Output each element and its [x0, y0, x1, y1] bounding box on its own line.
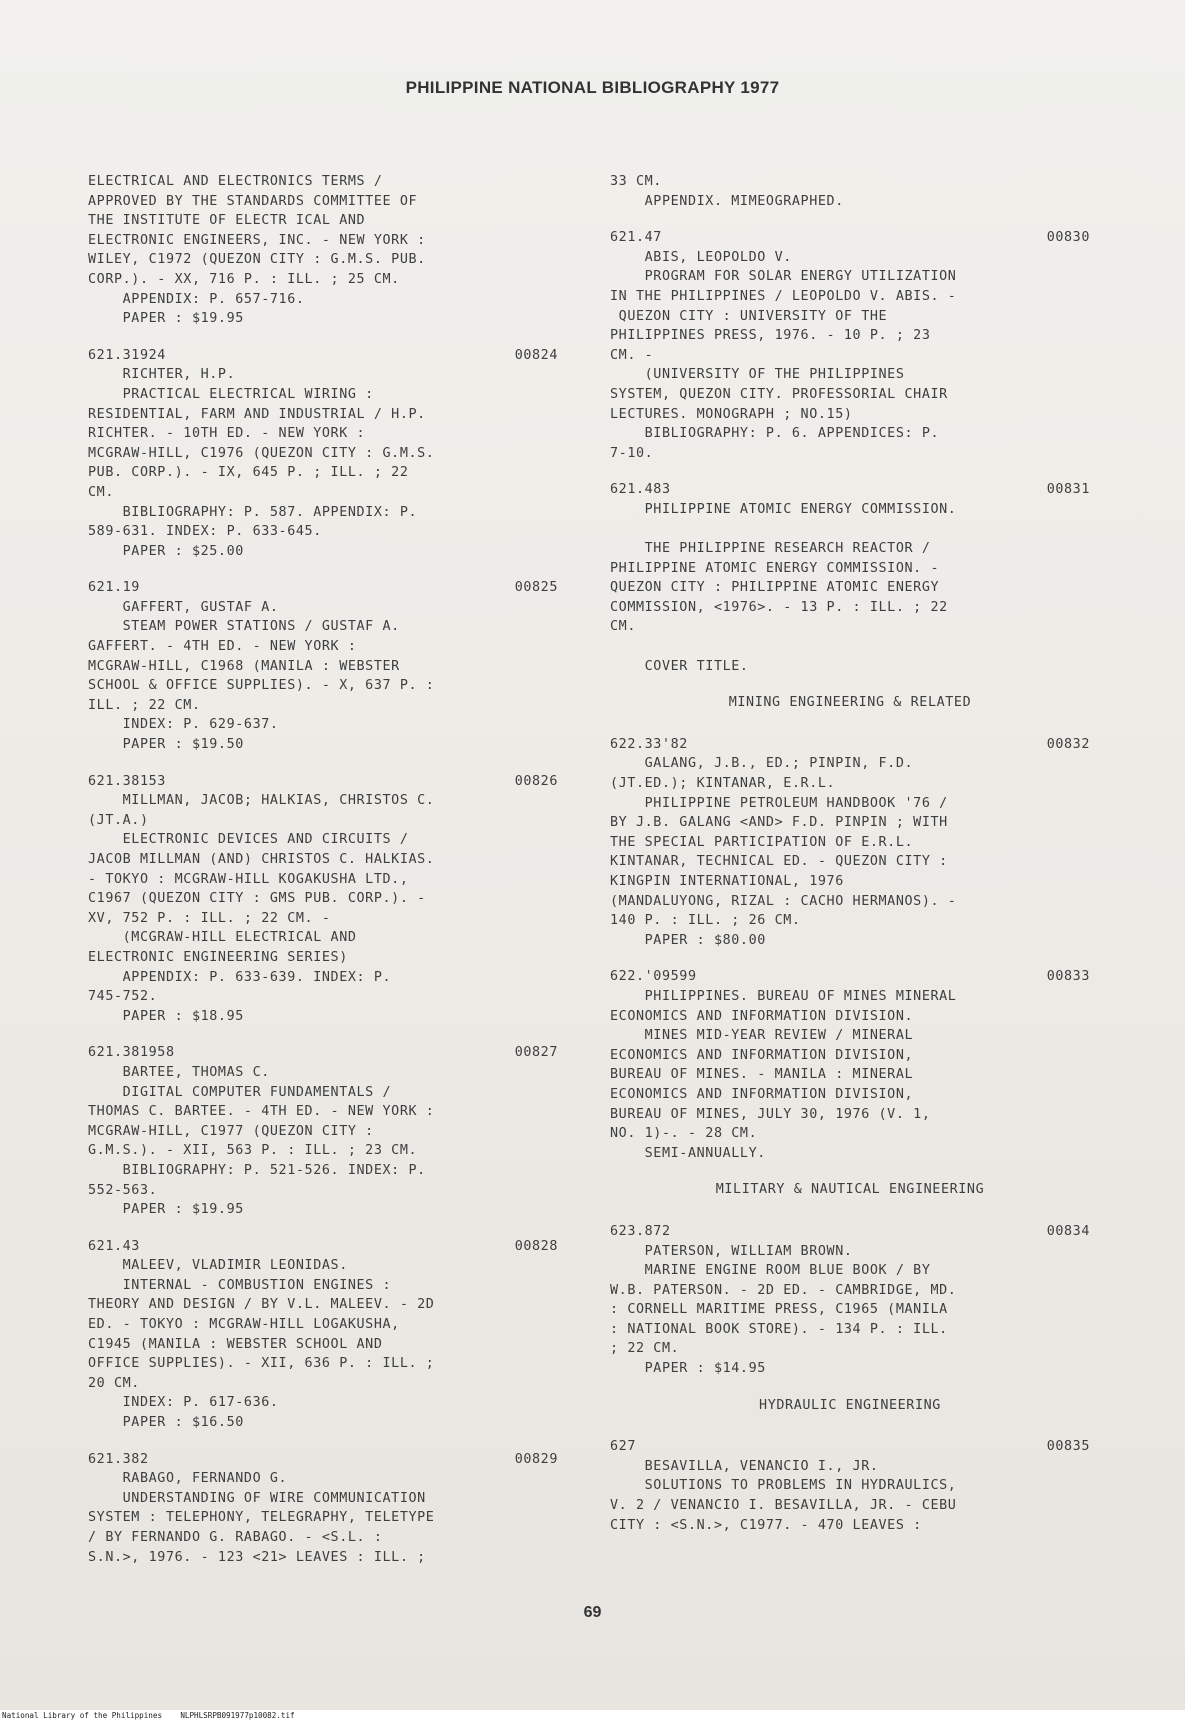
entry-line: 7-10.: [610, 445, 654, 461]
entry-number: 00825: [514, 580, 558, 596]
entry-line: ECONOMICS AND INFORMATION DIVISION.: [610, 1008, 914, 1024]
entry-line: SEMI-ANNUALLY.: [610, 1145, 766, 1161]
entry-line: (UNIVERSITY OF THE PHILIPPINES: [610, 367, 905, 383]
entry-line: RABAGO, FERNANDO G.: [88, 1471, 288, 1487]
entry-line: [88, 772, 558, 792]
bibliography-entry: [88, 772, 558, 1027]
call-number: 621.381958: [88, 1045, 175, 1061]
entry-line: ECONOMICS AND INFORMATION DIVISION,: [610, 1047, 914, 1063]
entry-line: G.M.S.). - XII, 563 P. : ILL. ; 23 CM.: [88, 1143, 418, 1159]
entry-line: [88, 1043, 558, 1063]
entry-line: GALANG, J.B., ED.; PINPIN, F.D.: [610, 756, 914, 772]
entry-line: PATERSON, WILLIAM BROWN.: [610, 1243, 853, 1259]
entry-line: ELECTRONIC ENGINEERS, INC. - NEW YORK :: [88, 232, 426, 248]
entry-line: COMMISSION, <1976>. - 13 P. : ILL. ; 22: [610, 599, 948, 615]
entry-line: PAPER : $25.00: [88, 543, 244, 559]
entry-line: PAPER : $19.50: [88, 737, 244, 753]
entry-line: APPENDIX. MIMEOGRAPHED.: [610, 193, 844, 209]
entry-line: PRACTICAL ELECTRICAL WIRING :: [88, 386, 374, 402]
entry-line: : CORNELL MARITIME PRESS, C1965 (MANILA: [610, 1302, 948, 1318]
entry-line: APPROVED BY THE STANDARDS COMMITTEE OF: [88, 193, 418, 209]
bibliography-entry: [610, 228, 1090, 463]
entry-line: 20 CM.: [88, 1375, 140, 1391]
entry-number: 00833: [1046, 969, 1090, 985]
entry-line: THE SPECIAL PARTICIPATION OF E.R.L.: [610, 834, 914, 850]
entry-line: ELECTRONIC DEVICES AND CIRCUITS /: [88, 832, 409, 848]
entry-line: XV, 752 P. : ILL. ; 22 CM. -: [88, 910, 331, 926]
bibliography-entry: [610, 1437, 1090, 1535]
entry-line: PAPER : $18.95: [88, 1008, 244, 1024]
entry-line: APPENDIX: P. 657-716.: [88, 291, 305, 307]
entry-line: MARINE ENGINE ROOM BLUE BOOK / BY: [610, 1263, 931, 1279]
entry-number: 00824: [514, 347, 558, 363]
entry-line: [610, 967, 1090, 987]
entry-line: [610, 735, 1090, 755]
entry-line: CITY : <S.N.>, C1977. - 470 LEAVES :: [610, 1517, 922, 1533]
entry-line: 33 CM.: [610, 174, 662, 189]
bibliography-entry: [88, 1450, 558, 1568]
call-number: 623.872: [610, 1223, 671, 1239]
entry-line: THEORY AND DESIGN / BY V.L. MALEEV. - 2D: [88, 1297, 435, 1313]
entry-line: IN THE PHILIPPINES / LEOPOLDO V. ABIS. -: [610, 288, 957, 304]
entry-line: APPENDIX: P. 633-639. INDEX: P.: [88, 969, 392, 985]
entry-line: CM.: [88, 484, 114, 500]
entry-line: - TOKYO : MCGRAW-HILL KOGAKUSHA LTD.,: [88, 871, 409, 887]
entry-line: MCGRAW-HILL, C1976 (QUEZON CITY : G.M.S.: [88, 445, 435, 461]
entry-line: [610, 1222, 1090, 1242]
scan-footer: [0, 1710, 1185, 1722]
entry-line: C1945 (MANILA : WEBSTER SCHOOL AND: [88, 1336, 383, 1352]
entry-line: PAPER : $14.95: [610, 1361, 766, 1377]
entry-line: 552-563.: [88, 1182, 158, 1198]
call-number: 621.47: [610, 230, 662, 246]
entry-line: [88, 578, 558, 598]
entry-line: 589-631. INDEX: P. 633-645.: [88, 524, 322, 540]
entry-line: (JT.A.): [88, 812, 149, 828]
entry-number: 00830: [1046, 230, 1090, 246]
call-number: 622.'09599: [610, 969, 697, 985]
bibliography-entry: [88, 346, 558, 562]
entry-line: SYSTEM : TELEPHONY, TELEGRAPHY, TELETYPE: [88, 1510, 435, 1526]
bibliography-entry: [88, 578, 558, 754]
entry-line: BUREAU OF MINES. - MANILA : MINERAL: [610, 1067, 914, 1083]
entry-line: RICHTER. - 10TH ED. - NEW YORK :: [88, 426, 366, 442]
entry-line: PAPER : $19.95: [88, 311, 244, 327]
entry-line: PAPER : $16.50: [88, 1415, 244, 1431]
entry-line: [610, 1437, 1090, 1457]
entry-line: INDEX: P. 629-637.: [88, 717, 279, 733]
entry-line: PHILIPPINE ATOMIC ENERGY COMMISSION. -: [610, 560, 940, 576]
entry-line: PAPER : $19.95: [88, 1202, 244, 1218]
entry-line: PUB. CORP.). - IX, 645 P. ; ILL. ; 22: [88, 465, 409, 481]
entry-line: ED. - TOKYO : MCGRAW-HILL LOGAKUSHA,: [88, 1317, 400, 1333]
entry-line: PHILIPPINES. BUREAU OF MINES MINERAL: [610, 988, 957, 1004]
entry-line: [88, 346, 558, 366]
entry-line: SOLUTIONS TO PROBLEMS IN HYDRAULICS,: [610, 1478, 957, 1494]
call-number: 621.19: [88, 580, 140, 596]
entry-line: 140 P. : ILL. ; 26 CM.: [610, 913, 801, 929]
entry-line: RESIDENTIAL, FARM AND INDUSTRIAL / H.P.: [88, 406, 426, 422]
section-heading: MINING ENGINEERING & RELATED: [728, 695, 972, 711]
call-number: 621.31924: [88, 347, 166, 363]
entry-line: ECONOMICS AND INFORMATION DIVISION,: [610, 1086, 914, 1102]
entry-line: PHILIPPINE ATOMIC ENERGY COMMISSION.: [610, 501, 957, 517]
entry-line: V. 2 / VENANCIO I. BESAVILLA, JR. - CEBU: [610, 1498, 957, 1514]
entry-line: CM. -: [610, 347, 654, 363]
entry-line: MCGRAW-HILL, C1968 (MANILA : WEBSTER: [88, 658, 400, 674]
entry-line: ABIS, LEOPOLDO V.: [610, 249, 792, 265]
entry-line: MINES MID-YEAR REVIEW / MINERAL: [610, 1028, 914, 1044]
call-number: 621.483: [610, 482, 671, 498]
left-column: [88, 172, 558, 1584]
entry-line: BARTEE, THOMAS C.: [88, 1064, 270, 1080]
entry-line: / BY FERNANDO G. RABAGO. - <S.L. :: [88, 1530, 383, 1545]
entry-line: (MANDALUYONG, RIZAL : CACHO HERMANOS). -: [610, 893, 957, 909]
entry-line: COVER TITLE.: [610, 658, 749, 674]
entry-line: ILL. ; 22 CM.: [88, 697, 201, 713]
entry-line: JACOB MILLMAN (AND) CHRISTOS C. HALKIAS.: [88, 852, 435, 867]
call-number: 627: [610, 1439, 636, 1455]
entry-line: THE INSTITUTE OF ELECTR ICAL AND: [88, 213, 366, 229]
entry-line: SCHOOL & OFFICE SUPPLIES). - X, 637 P. :: [88, 678, 435, 694]
entry-line: (MCGRAW-HILL ELECTRICAL AND: [88, 930, 357, 946]
entry-line: CM.: [610, 619, 636, 635]
entry-line: (JT.ED.); KINTANAR, E.R.L.: [610, 776, 836, 792]
entry-line: OFFICE SUPPLIES). - XII, 636 P. : ILL. ;: [88, 1356, 435, 1372]
page-header: PHILIPPINE NATIONAL BIBLIOGRAPHY 1977: [405, 78, 780, 97]
entry-line: 745-752.: [88, 989, 158, 1005]
entry-number: 00826: [514, 773, 558, 789]
entry-line: [610, 637, 1090, 657]
entry-line: UNDERSTANDING OF WIRE COMMUNICATION: [88, 1490, 426, 1506]
bibliography-entry: [88, 172, 558, 329]
entry-line: [610, 228, 1090, 248]
entry-number: 00832: [1046, 736, 1090, 752]
entry-line: ; 22 CM.: [610, 1341, 680, 1357]
entry-line: QUEZON CITY : UNIVERSITY OF THE: [610, 308, 888, 324]
entry-line: CORP.). - XX, 716 P. : ILL. ; 25 CM.: [88, 271, 400, 287]
entry-line: MILLMAN, JACOB; HALKIAS, CHRISTOS C.: [88, 793, 435, 809]
entry-line: [610, 480, 1090, 500]
bibliography-entry: [610, 172, 1090, 211]
entry-line: NO. 1)-. - 28 CM.: [610, 1126, 758, 1142]
entry-line: GAFFERT. - 4TH ED. - NEW YORK :: [88, 639, 357, 655]
entry-line: INDEX: P. 617-636.: [88, 1395, 279, 1411]
entry-line: PHILIPPINES PRESS, 1976. - 10 P. ; 23: [610, 328, 931, 344]
entry-line: C1967 (QUEZON CITY : GMS PUB. CORP.). -: [88, 891, 426, 907]
entry-number: 00829: [514, 1451, 558, 1467]
entry-line: RICHTER, H.P.: [88, 367, 236, 383]
entry-line: KINTANAR, TECHNICAL ED. - QUEZON CITY :: [610, 854, 948, 870]
right-column: [610, 172, 1090, 1552]
bibliography-entry: [610, 1222, 1090, 1379]
call-number: 621.43: [88, 1238, 140, 1254]
page-number: 69: [583, 1604, 602, 1621]
entry-line: BESAVILLA, VENANCIO I., JR.: [610, 1458, 879, 1474]
section-heading: MILITARY & NAUTICAL ENGINEERING: [715, 1182, 985, 1198]
footer-library: National Library of the Philippines: [2, 1711, 163, 1720]
entry-number: 00834: [1046, 1223, 1090, 1239]
entry-line: ELECTRICAL AND ELECTRONICS TERMS /: [88, 174, 383, 189]
entry-line: BIBLIOGRAPHY: P. 6. APPENDICES: P.: [610, 426, 940, 442]
entry-line: [88, 1237, 558, 1257]
entry-line: GAFFERT, GUSTAF A.: [88, 599, 279, 615]
entry-line: PAPER : $80.00: [610, 932, 766, 948]
entry-line: INTERNAL - COMBUSTION ENGINES :: [88, 1277, 392, 1293]
entry-line: KINGPIN INTERNATIONAL, 1976: [610, 874, 844, 889]
entry-line: STEAM POWER STATIONS / GUSTAF A.: [88, 619, 400, 635]
entry-line: BUREAU OF MINES, JULY 30, 1976 (V. 1,: [610, 1106, 931, 1122]
bibliography-entry: [610, 967, 1090, 1163]
entry-line: QUEZON CITY : PHILIPPINE ATOMIC ENERGY: [610, 580, 940, 596]
bibliography-entry: [610, 480, 1090, 676]
entry-line: SYSTEM, QUEZON CITY. PROFESSORIAL CHAIR: [610, 386, 948, 402]
entry-line: PHILIPPINE PETROLEUM HANDBOOK '76 /: [610, 795, 948, 811]
entry-number: 00828: [514, 1238, 558, 1254]
bibliography-entry: [88, 1237, 558, 1433]
call-number: 621.382: [88, 1451, 149, 1467]
bibliography-entry: [88, 1043, 558, 1219]
entry-line: : NATIONAL BOOK STORE). - 134 P. : ILL.: [610, 1321, 948, 1337]
entry-number: 00831: [1046, 482, 1090, 498]
entry-number: 00827: [514, 1045, 558, 1061]
entry-line: LECTURES. MONOGRAPH ; NO.15): [610, 406, 853, 422]
entry-number: 00835: [1046, 1439, 1090, 1455]
entry-line: MALEEV, VLADIMIR LEONIDAS.: [88, 1258, 348, 1274]
entry-line: S.N.>, 1976. - 123 <21> LEAVES : ILL. ;: [88, 1549, 426, 1565]
entry-line: WILEY, C1972 (QUEZON CITY : G.M.S. PUB.: [88, 252, 426, 268]
bibliography-entry: [610, 735, 1090, 951]
entry-line: BY J.B. GALANG <AND> F.D. PINPIN ; WITH: [610, 815, 948, 831]
entry-line: THOMAS C. BARTEE. - 4TH ED. - NEW YORK :: [88, 1104, 435, 1120]
footer-file: NLPHLSRPB091977p10082.tif: [180, 1711, 295, 1720]
entry-line: DIGITAL COMPUTER FUNDAMENTALS /: [88, 1084, 392, 1100]
entry-line: BIBLIOGRAPHY: P. 587. APPENDIX: P.: [88, 504, 418, 520]
section-heading: HYDRAULIC ENGINEERING: [759, 1397, 941, 1413]
entry-line: THE PHILIPPINE RESEARCH REACTOR /: [610, 541, 931, 557]
call-number: 621.38153: [88, 773, 166, 789]
entry-line: BIBLIOGRAPHY: P. 521-526. INDEX: P.: [88, 1162, 426, 1178]
call-number: 622.33'82: [610, 736, 688, 752]
entry-line: [88, 1450, 558, 1470]
entry-line: [610, 520, 1090, 540]
entry-line: ELECTRONIC ENGINEERING SERIES): [88, 949, 348, 965]
entry-line: W.B. PATERSON. - 2D ED. - CAMBRIDGE, MD.: [610, 1282, 957, 1298]
entry-line: PROGRAM FOR SOLAR ENERGY UTILIZATION: [610, 269, 957, 285]
entry-line: MCGRAW-HILL, C1977 (QUEZON CITY :: [88, 1123, 374, 1139]
